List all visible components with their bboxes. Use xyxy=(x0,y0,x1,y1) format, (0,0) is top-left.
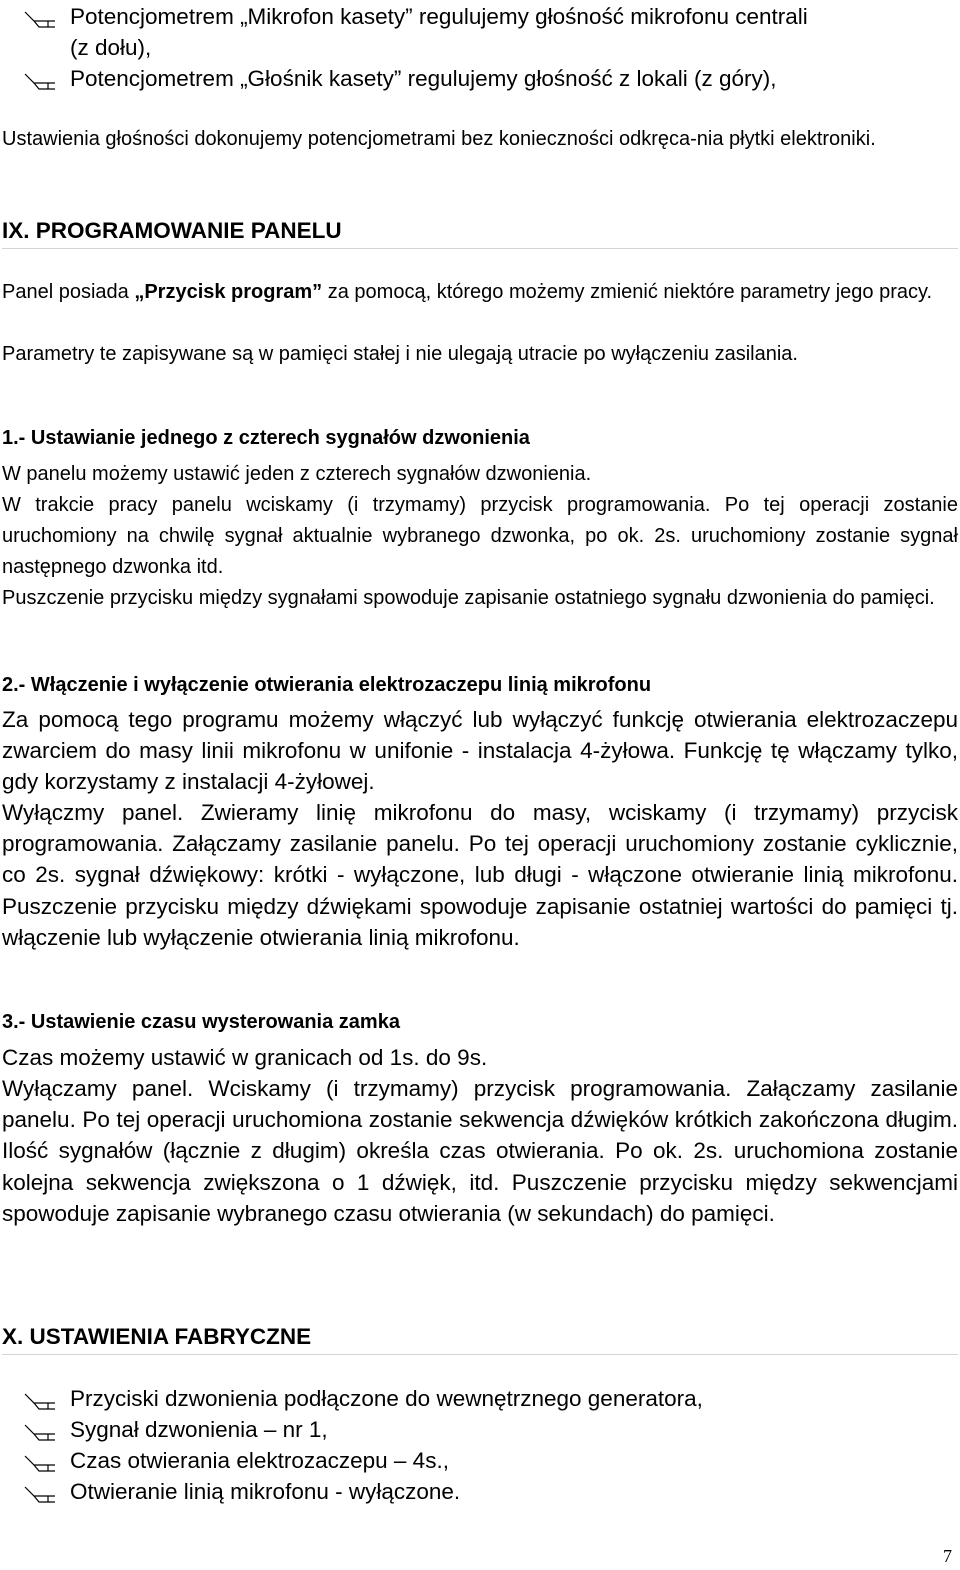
list-item xyxy=(0,1476,960,1507)
pointing-hand-bullet-icon xyxy=(24,1453,58,1473)
pointing-hand-bullet-icon xyxy=(24,1422,58,1442)
list-item xyxy=(0,1,960,63)
section-ix-heading: IX. PROGRAMOWANIE PANELU xyxy=(2,218,342,243)
bullet-text: Czas otwierania elektrozaczepu – 4s., xyxy=(70,1448,449,1473)
list-item xyxy=(0,1414,960,1445)
bullet-text: Otwieranie linią mikrofonu - wyłączone. xyxy=(70,1479,461,1504)
pointing-hand-bullet-icon xyxy=(24,1391,58,1411)
bullet-text-line2: (z dołu), xyxy=(70,35,152,60)
section-x-rule xyxy=(2,1354,958,1355)
sub3-line-2: Wyłączamy panel. Wciskamy (i trzymamy) przycisk programowania. Załączamy zasilanie panelu. Po tej operacji uruchomiona zostanie sekwencja dźwięków krótkich zakończona długim. Ilość sygnałów (łącznie z długim) określa czas otwierania. Po ok. 2s. uruchomiona zostanie kolejna sekwencja zwiększona o 1 dźwięk, itd. Puszczenie przycisku między sekwencjami spowoduje zapisanie wybranego czasu otwierania (w sekundach) do pamięci. xyxy=(2,1076,958,1226)
section-ix-rule xyxy=(2,248,958,249)
bullet-text-line1: Potencjometrem „Mikrofon kasety” regulujemy głośność mikrofonu centrali xyxy=(70,4,808,29)
para-text: za pomocą, którego możemy zmienić niektóre parametry jego pracy. xyxy=(322,281,933,303)
pointing-hand-bullet-icon xyxy=(24,9,58,29)
list-item xyxy=(0,1445,960,1476)
sub1-heading: 1.- Ustawianie jednego z czterech sygnałów dzwonienia xyxy=(2,427,530,449)
section-ix-paragraph-2: Parametry te zapisywane są w pamięci stałej i nie ulegają utracie po wyłączeniu zasilania. xyxy=(2,343,798,365)
factory-settings-list xyxy=(0,1383,960,1507)
sub3-heading: 3.- Ustawienie czasu wysterowania zamka xyxy=(2,1011,400,1033)
intro-paragraph: Ustawienia głośności dokonujemy potencjometrami bez konieczności odkręca-nia płytki elektroniki. xyxy=(2,128,876,150)
list-item xyxy=(0,63,960,94)
bullet-text-line1: Potencjometrem „Głośnik kasety” regulujemy głośność z lokali (z góry), xyxy=(70,66,777,91)
page-number: 7 xyxy=(943,1546,952,1566)
sub1-line-2: W trakcie pracy panelu wciskamy (i trzymamy) przycisk programowania. Po tej operacji zostanie uruchomiony na chwilę sygnał aktualnie wybranego dzwonka, po ok. 2s. uruchomiony zostanie sygnał następnego dzwonka itd. xyxy=(2,494,958,578)
bullet-text: Sygnał dzwonienia – nr 1, xyxy=(70,1417,328,1442)
sub2-heading: 2.- Włączenie i wyłączenie otwierania elektrozaczepu linią mikrofonu xyxy=(2,674,652,696)
section-ix-paragraph-1 xyxy=(2,277,958,308)
top-bullet-list xyxy=(0,1,960,94)
para-text: Panel posiada xyxy=(2,281,135,303)
pointing-hand-bullet-icon xyxy=(24,1484,58,1504)
sub2-line-1: Za pomocą tego programu możemy włączyć lub wyłączyć funkcję otwierania elektrozaczepu zwarciem do masy linii mikrofonu w unifonie - instalacja 4-żyłowa. Funkcję tę włączamy tylko, gdy korzystamy z instalacji 4-żyłowej. xyxy=(2,707,958,795)
pointing-hand-bullet-icon xyxy=(24,71,58,91)
list-item xyxy=(0,1383,960,1414)
program-button-name: „Przycisk program” xyxy=(134,281,323,303)
bullet-text: Przyciski dzwonienia podłączone do wewnętrznego generatora, xyxy=(70,1386,703,1411)
sub1-line-1: W panelu możemy ustawić jeden z czterech sygnałów dzwonienia. xyxy=(2,463,592,485)
sub2-line-2: Wyłączmy panel. Zwieramy linię mikrofonu do masy, wciskamy (i trzymamy) przycisk programowania. Załączamy zasilanie panelu. Po tej operacji uruchomiony zostanie cyklicznie, co 2s. sygnał dźwiękowy: krótki - wyłączone, lub długi - włączone otwieranie linią mikrofonu. Puszczenie przycisku między dźwiękami spowoduje zapisanie ostatniej wartości do pamięci tj. włączenie lub wyłączenie otwierania linią mikrofonu. xyxy=(2,800,958,950)
section-x-heading: X. USTAWIENIA FABRYCZNE xyxy=(2,1324,312,1349)
sub3-line-1: Czas możemy ustawić w granicach od 1s. do 9s. xyxy=(2,1045,488,1070)
sub1-line-3: Puszczenie przycisku między sygnałami spowoduje zapisanie ostatniego sygnału dzwonienia do pamięci. xyxy=(2,587,935,609)
